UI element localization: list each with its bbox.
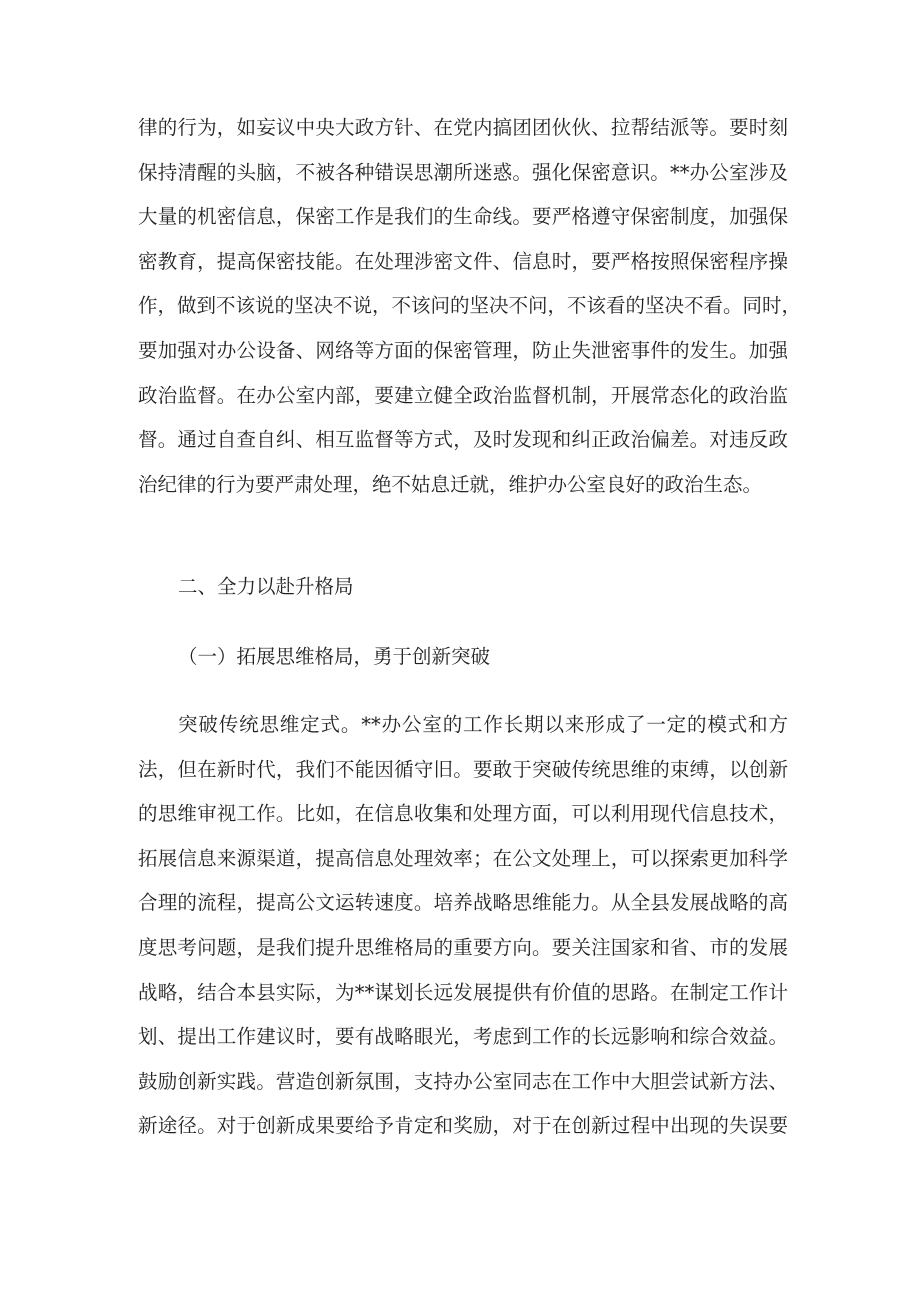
paragraph-line: 密教育，提高保密技能。在处理涉密文件、信息时，要严格按照保密程序操	[138, 249, 788, 273]
paragraph-line: 治纪律的行为要严肃处理，绝不姑息迁就，维护办公室良好的政治生态。	[138, 472, 763, 496]
paragraph-line: 新途径。对于创新成果要给予肯定和奖励，对于在创新过程中出现的失误要	[138, 1114, 788, 1138]
paragraph-line: 政治监督。在办公室内部，要建立健全政治监督机制，开展常态化的政治监	[138, 383, 788, 407]
paragraph-innovation	[138, 703, 788, 1149]
paragraph-line: 保持清醒的头脑，不被各种错误思潮所迷惑。强化保密意识。**办公室涉及	[138, 160, 788, 184]
paragraph-line: 作，做到不该说的坚决不说，不该问的坚决不问，不该看的坚决不看。同时，	[138, 294, 802, 318]
paragraph-line: 要加强对办公设备、网络等方面的保密管理，防止失泄密事件的发生。加强	[138, 338, 788, 362]
paragraph-line: 大量的机密信息，保密工作是我们的生命线。要严格遵守保密制度，加强保	[138, 205, 788, 229]
paragraph-line: 律的行为，如妄议中央大政方针、在党内搞团团伙伙、拉帮结派等。要时刻	[138, 116, 788, 139]
paragraph-line: 督。通过自查自纠、相互监督等方式，及时发现和纠正政治偏差。对违反政	[138, 428, 788, 452]
paragraph-line: 拓展信息来源渠道，提高信息处理效率；在公文处理上，可以探索更加科学	[138, 846, 788, 870]
paragraph-line: 划、提出工作建议时，要有战略眼光，考虑到工作的长远影响和综合效益。	[138, 1025, 788, 1049]
paragraph-political-discipline	[138, 106, 802, 507]
paragraph-line: 战略，结合本县实际，为**谋划长远发展提供有价值的思路。在制定工作计	[138, 980, 788, 1004]
subsection-heading: （一）拓展思维格局，勇于创新突破	[178, 645, 491, 668]
paragraph-line: 鼓励创新实践。营造创新氛围，支持办公室同志在工作中大胆尝试新方法、	[138, 1069, 788, 1093]
paragraph-first-line: 突破传统思维定式。**办公室的工作长期以来形成了一定的模式和方	[178, 713, 788, 736]
paragraph-line: 的思维审视工作。比如，在信息收集和处理方面，可以利用现代信息技术，	[138, 802, 788, 826]
paragraph-line: 法，但在新时代，我们不能因循守旧。要敢于突破传统思维的束缚，以创新	[138, 757, 788, 781]
paragraph-line: 合理的流程，提高公文运转速度。培养战略思维能力。从全县发展战略的高	[138, 891, 788, 915]
paragraph-line: 度思考问题，是我们提升思维格局的重要方向。要关注国家和省、市的发展	[138, 935, 788, 959]
section-heading: 二、全力以赴升格局	[178, 575, 354, 598]
